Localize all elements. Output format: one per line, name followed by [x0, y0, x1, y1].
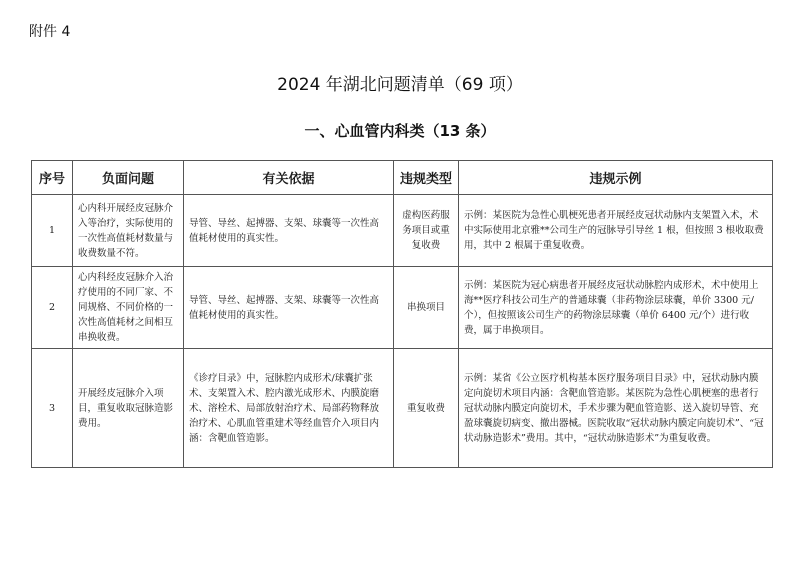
table-header-row [32, 161, 773, 195]
table-row [32, 267, 773, 349]
row-example: 示例：某医院为急性心肌梗死患者开展经皮冠状动脉内支架置入术，术中实际使用北京雅**公司生产的冠脉导引导丝 1 根，但按照 3 根收取费用，其中 2 根属于重复收费。 [459, 195, 773, 267]
row-basis: 《诊疗目录》中，冠脉腔内成形术/球囊扩张术、支架置入术、腔内激光成形术、内膜旋磨术、溶栓术、局部放射治疗术、局部药物释放治疗术、心肌血管重建术等经血管介入项目内涵：含靶血管造影。 [184, 349, 394, 468]
row-basis: 导管、导丝、起搏器、支架、球囊等一次性高值耗材使用的真实性。 [184, 195, 394, 267]
row-number: 3 [32, 349, 73, 468]
issues-table [31, 160, 773, 468]
column-header-issue: 负面问题 [73, 161, 184, 195]
row-issue: 心内科经皮冠脉介入治疗使用的不同厂家、不同规格、不同价格的一次性高值耗材之间相互串换收费。 [73, 267, 184, 349]
section-title: 一、心血管内科类（13 条） [304, 122, 496, 140]
row-violation-type: 串换项目 [394, 267, 459, 349]
table-row [32, 349, 773, 468]
row-issue: 开展经皮冠脉介入项目，重复收取冠脉造影费用。 [73, 349, 184, 468]
column-header-basis: 有关依据 [184, 161, 394, 195]
column-header-type: 违规类型 [394, 161, 459, 195]
row-violation-type: 虚构医药服务项目或重复收费 [394, 195, 459, 267]
column-header-example: 违规示例 [459, 161, 773, 195]
row-violation-type: 重复收费 [394, 349, 459, 468]
row-number: 2 [32, 267, 73, 349]
table-row [32, 195, 773, 267]
document-title: 2024 年湖北问题清单（69 项） [277, 75, 523, 95]
row-example: 示例：某省《公立医疗机构基本医疗服务项目目录》中，冠状动脉内膜定向旋切术项目内涵：含靶血管造影。某医院为急性心肌梗塞的患者行冠状动脉内膜定向旋切术，手术步骤为靶血管造影、送入旋切导管、充盈球囊旋切病变、撤出器械。医院收取“冠状动脉内膜定向旋切术”、“冠状动脉造影术”费用。其中，“冠状动脉造影术”为重复收费。 [459, 349, 773, 468]
row-number: 1 [32, 195, 73, 267]
row-issue: 心内科开展经皮冠脉介入等治疗，实际使用的一次性高值耗材数量与收费数量不符。 [73, 195, 184, 267]
column-header-no: 序号 [32, 161, 73, 195]
row-basis: 导管、导丝、起搏器、支架、球囊等一次性高值耗材使用的真实性。 [184, 267, 394, 349]
attachment-label: 附件 4 [29, 24, 71, 40]
row-example: 示例：某医院为冠心病患者开展经皮冠状动脉腔内成形术，术中使用上海**医疗科技公司生产的普通球囊（非药物涂层球囊，单价 3300 元/个），但按照该公司生产的药物涂层球囊（单价 6400 元/个）进行收费，属于串换项目。 [459, 267, 773, 349]
